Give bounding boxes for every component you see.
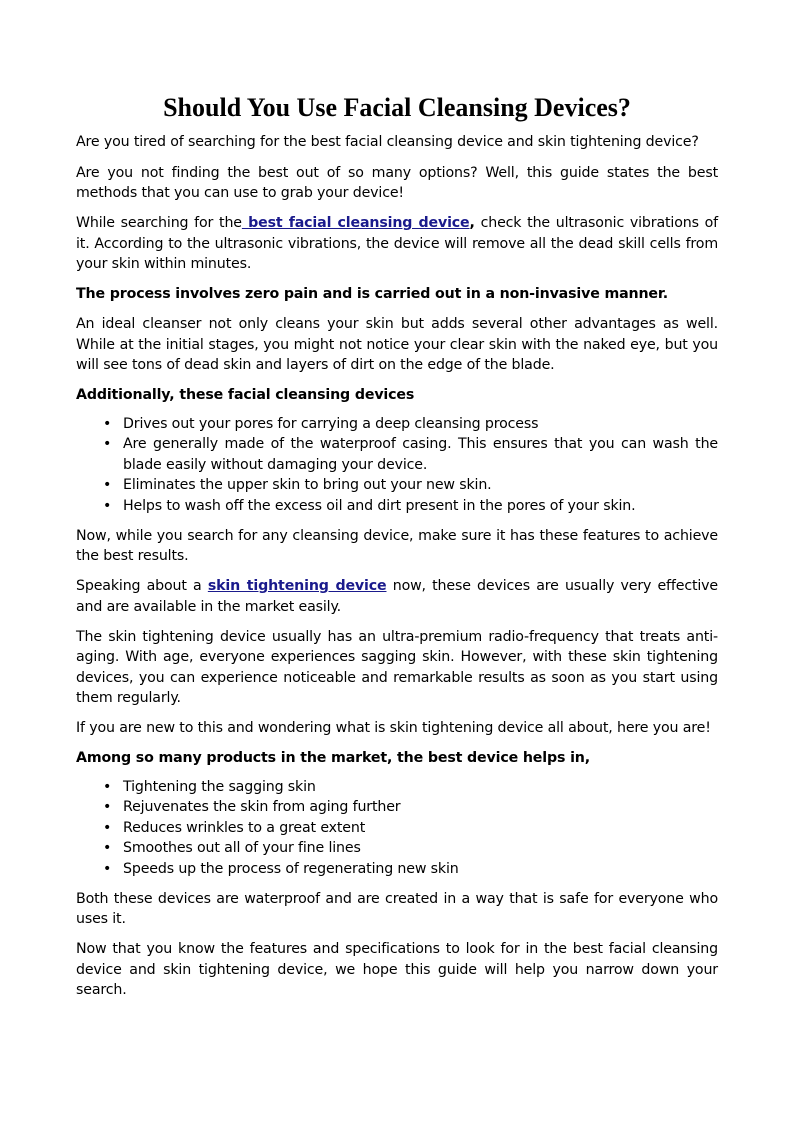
list-item: • Eliminates the upper skin to bring out your new skin. bbox=[123, 475, 718, 496]
list-item: • Rejuvenates the skin from aging further bbox=[123, 797, 718, 818]
paragraph-ultrasonic bbox=[76, 213, 718, 275]
comma: , bbox=[469, 215, 475, 231]
intro-paragraph: Are you tired of searching for the best facial cleansing device and skin tightening device? bbox=[76, 134, 699, 150]
subheading-best-device: Among so many products in the market, the best device helps in, bbox=[76, 750, 590, 766]
skin-tightening-device-link[interactable]: skin tightening device bbox=[207, 578, 387, 594]
list-item: • Drives out your pores for carrying a deep cleansing process bbox=[123, 414, 718, 435]
paragraph-options: Are you not finding the best out of so many options? Well, this guide states the best methods that you can use to grab your device! bbox=[76, 164, 718, 201]
paragraph-ideal-cleanser: An ideal cleanser not only cleans your skin but adds several other advantages as well. While at the initial stages, you might not notice your clear skin with the naked eye, but you will see tons of dead skin and layers of dirt on the edge of the blade. bbox=[76, 316, 718, 373]
best-facial-cleansing-device-link[interactable]: best facial cleansing device bbox=[241, 215, 470, 231]
paragraph-radio-frequency: The skin tightening device usually has an ultra-premium radio-frequency that treats anti-aging. With age, everyone experiences sagging skin. However, with these skin tightening devices, you can experience noticeable and remarkable results as soon as you start using them regularly. bbox=[76, 628, 718, 706]
paragraph-features: Now, while you search for any cleansing device, make sure it has these features to achieve the best results. bbox=[76, 527, 718, 564]
list-item: • Smoothes out all of your fine lines bbox=[123, 838, 718, 859]
paragraph-waterproof: Both these devices are waterproof and are created in a way that is safe for everyone who uses it. bbox=[76, 890, 718, 927]
paragraph-conclusion: Now that you know the features and specifications to look for in the best facial cleansing device and skin tightening device, we hope this guide will help you narrow down your search. bbox=[76, 941, 718, 998]
paragraph-new-to-this: If you are new to this and wondering what is skin tightening device all about, here you are! bbox=[76, 720, 711, 736]
page-title: Should You Use Facial Cleansing Devices? bbox=[163, 93, 631, 122]
list-item: • Are generally made of the waterproof casing. This ensures that you can wash the blade easily without damaging your device. bbox=[123, 434, 718, 475]
tightening-benefits-list bbox=[76, 777, 718, 880]
list-item: • Speeds up the process of regenerating new skin bbox=[123, 859, 718, 880]
text-before-link: While searching for the bbox=[76, 215, 242, 231]
cleansing-benefits-list bbox=[76, 414, 718, 517]
list-item: • Reduces wrinkles to a great extent bbox=[123, 818, 718, 839]
text-after-link: now, these devices are usually very effective and are available in the market easily. bbox=[76, 578, 719, 615]
text-before-link: Speaking about a bbox=[76, 578, 208, 594]
text-after-link: check the ultrasonic vibrations of it. According to the ultrasonic vibrations, the device will remove all the dead skill cells from your skin within minutes. bbox=[76, 215, 718, 272]
document-page bbox=[76, 92, 718, 1010]
bold-statement-painless: The process involves zero pain and is carried out in a non-invasive manner. bbox=[76, 286, 668, 302]
subheading-cleansing-devices: Additionally, these facial cleansing devices bbox=[76, 387, 415, 403]
list-item: • Helps to wash off the excess oil and dirt present in the pores of your skin. bbox=[123, 496, 718, 517]
paragraph-skin-tightening bbox=[76, 576, 718, 617]
list-item: • Tightening the sagging skin bbox=[123, 777, 718, 798]
